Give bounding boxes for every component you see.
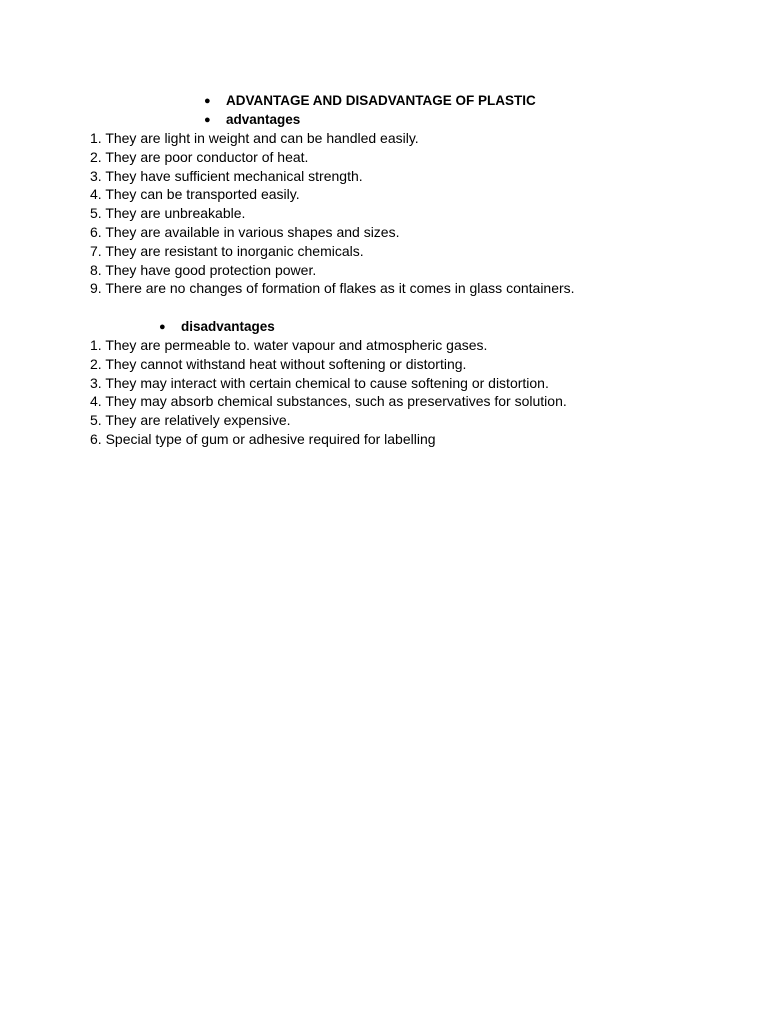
list-item: 5. They are relatively expensive. bbox=[90, 412, 291, 429]
list-item: 2. They cannot withstand heat without softening or distorting. bbox=[90, 355, 467, 372]
bullet-icon: ● bbox=[159, 321, 166, 333]
advantages-bullet bbox=[204, 110, 300, 130]
list-item: 4. They can be transported easily. bbox=[90, 186, 300, 203]
list-item: 6. Special type of gum or adhesive required for labelling bbox=[90, 430, 436, 447]
list-item: 7. They are resistant to inorganic chemicals. bbox=[90, 242, 364, 259]
list-item: 1. They are permeable to. water vapour and atmospheric gases. bbox=[90, 337, 488, 353]
bullet-icon: ● bbox=[204, 95, 211, 107]
list-item: 3. They may interact with certain chemical to cause softening or distortion. bbox=[90, 374, 549, 391]
list-item: 5. They are unbreakable. bbox=[90, 205, 246, 222]
disadvantages-label: disadvantages bbox=[181, 319, 275, 334]
list-item: 6. They are available in various shapes and sizes. bbox=[90, 223, 400, 240]
list-item: 1. They are light in weight and can be handled easily. bbox=[90, 130, 419, 146]
list-item: 2. They are poor conductor of heat. bbox=[90, 148, 309, 165]
advantages-list bbox=[90, 129, 575, 298]
heading-bullet bbox=[204, 91, 536, 111]
list-item: 4. They may absorb chemical substances, such as preservatives for solution. bbox=[90, 393, 567, 410]
advantages-label: advantages bbox=[226, 112, 301, 127]
bullet-icon: ● bbox=[204, 114, 211, 126]
disadvantages-list bbox=[90, 336, 567, 449]
list-item: 3. They have sufficient mechanical strength. bbox=[90, 167, 363, 184]
list-item: 8. They have good protection power. bbox=[90, 261, 317, 278]
list-item: 9. There are no changes of formation of flakes as it comes in glass containers. bbox=[90, 280, 575, 297]
page-title: ADVANTAGE AND DISADVANTAGE OF PLASTIC bbox=[226, 93, 536, 108]
disadvantages-bullet bbox=[159, 317, 275, 337]
